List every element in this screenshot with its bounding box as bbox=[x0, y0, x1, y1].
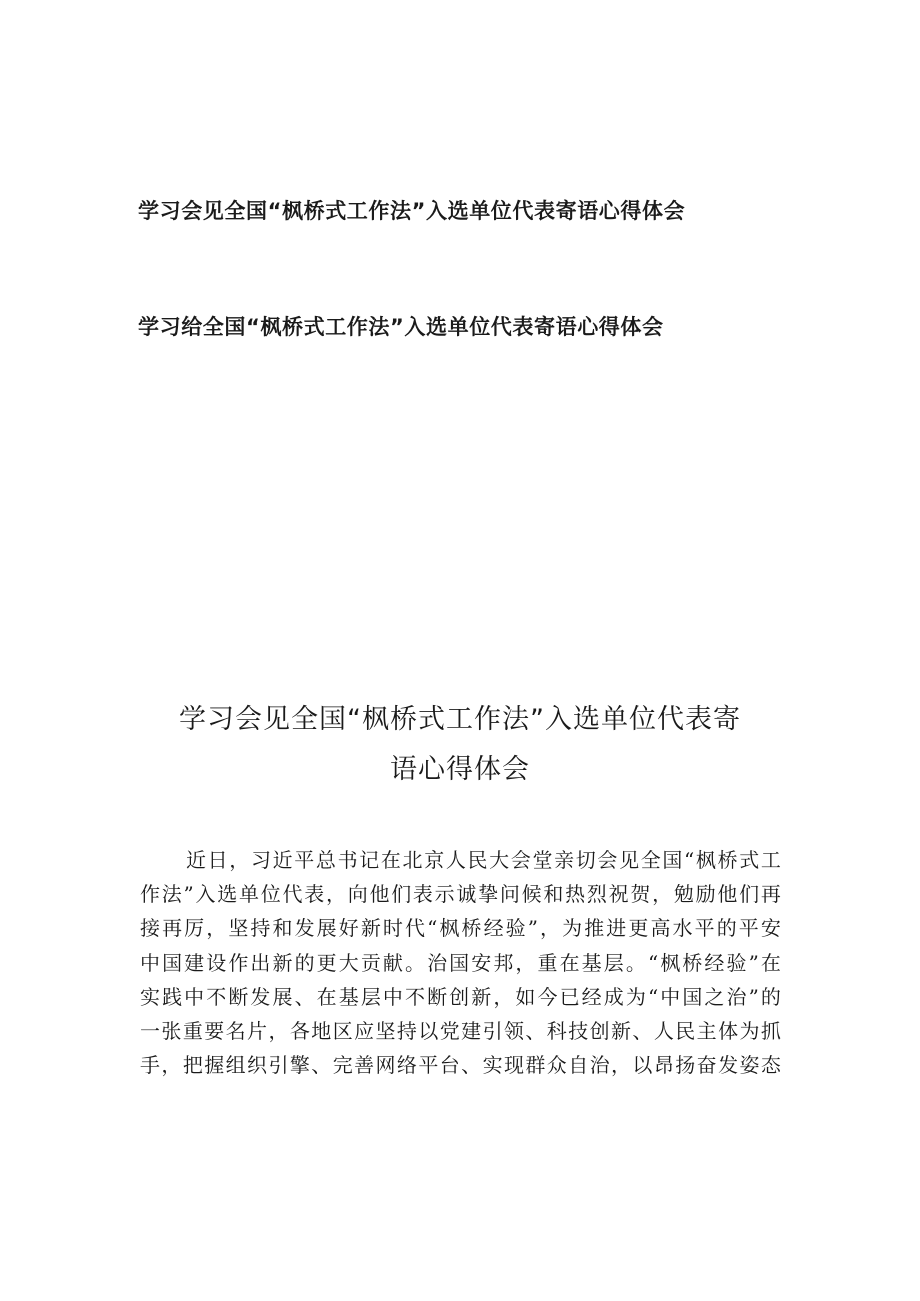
article-title bbox=[120, 695, 800, 795]
body-line-4: 中国建设作出新的更大贡献。治国安邦，重在基层。“枫桥经验”在 bbox=[140, 950, 782, 975]
body-line-6: 一张重要名片，各地区应坚持以党建引领、科技创新、人民主体为抓 bbox=[140, 1018, 782, 1043]
body-line-2: 作法”入选单位代表，向他们表示诚挚问候和热烈祝贺，勉励他们再 bbox=[140, 882, 782, 907]
body-line-1: 近日，习近平总书记在北京人民大会堂亲切会见全国“枫桥式工 bbox=[186, 848, 782, 872]
toc-item-1[interactable]: 学习会见全国“枫桥式工作法”入选单位代表寄语心得体会 bbox=[138, 199, 686, 223]
body-line-7: 手，把握组织引擎、完善网络平台、实现群众自治，以昂扬奋发姿态 bbox=[140, 1053, 782, 1078]
article-title-line-1: 学习会见全国“枫桥式工作法”入选单位代表寄 bbox=[179, 704, 741, 735]
article-title-line-2: 语心得体会 bbox=[390, 754, 530, 785]
article-body bbox=[140, 843, 782, 1082]
toc-item-2[interactable]: 学习给全国“枫桥式工作法”入选单位代表寄语心得体会 bbox=[138, 315, 664, 339]
table-of-contents bbox=[138, 196, 838, 342]
body-line-5: 实践中不断发展、在基层中不断创新，如今已经成为“中国之治”的 bbox=[140, 984, 782, 1009]
body-line-3: 接再厉，坚持和发展好新时代“枫桥经验”，为推进更高水平的平安 bbox=[140, 916, 782, 941]
